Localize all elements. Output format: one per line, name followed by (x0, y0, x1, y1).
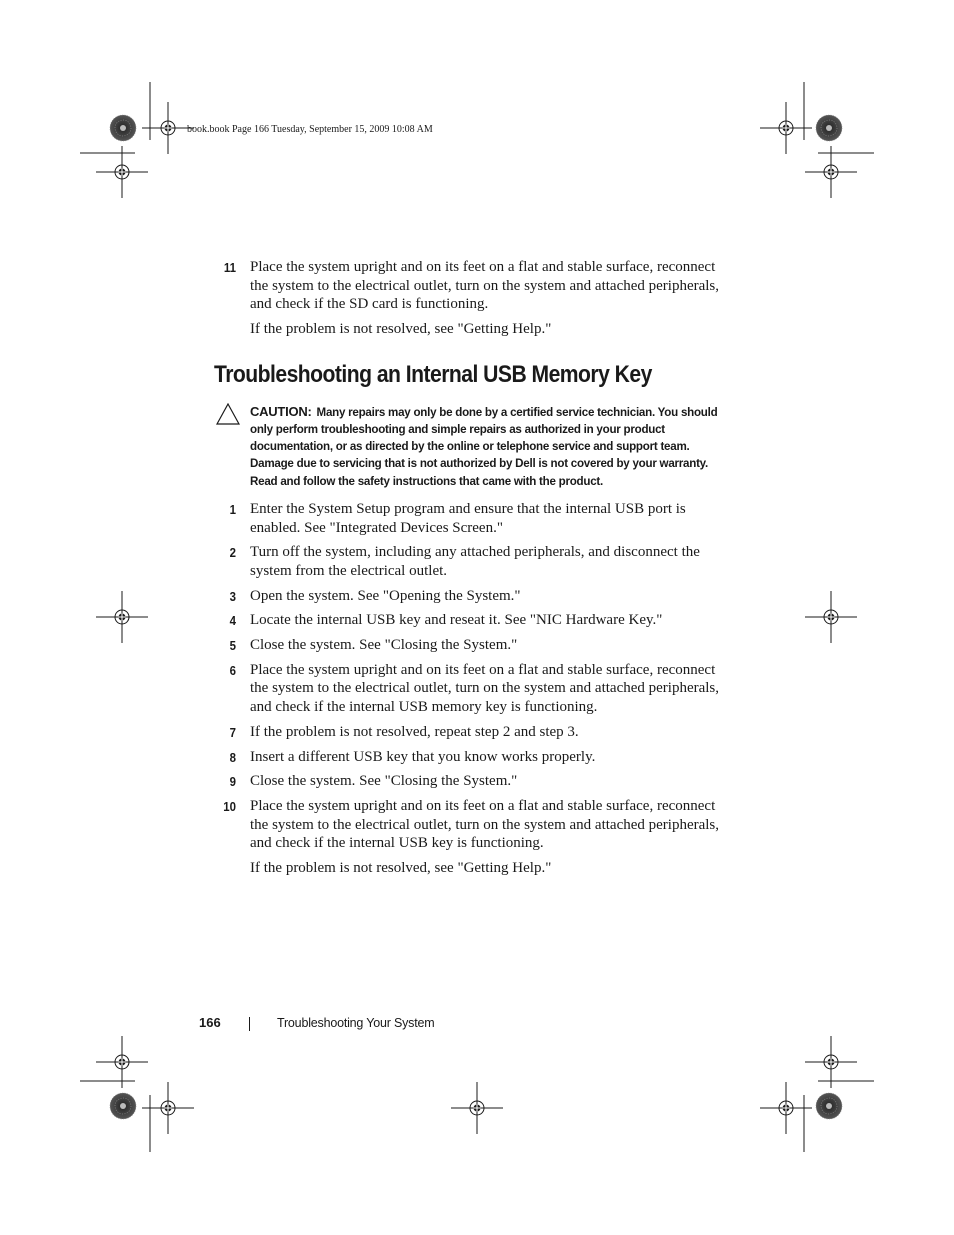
caution-block (210, 403, 730, 490)
step-number: 6 (229, 662, 236, 678)
step-text: Close the system. See "Closing the System." (250, 773, 518, 790)
list-item (210, 772, 730, 791)
step-number: 5 (229, 638, 236, 654)
chapter-title: Troubleshooting Your System (277, 1016, 435, 1030)
caution-triangle-icon (216, 403, 240, 430)
caution-text (250, 403, 730, 490)
caution-label: CAUTION: (250, 403, 312, 419)
step-number: 10 (223, 798, 236, 814)
list-item (210, 748, 730, 767)
step-number: 8 (229, 749, 236, 765)
list-item (210, 797, 730, 853)
step-number: 9 (229, 774, 236, 790)
step-text: Enter the System Setup program and ensure that the internal USB port is enabled. See "Integrated Devices Screen." (250, 500, 686, 536)
list-item (210, 258, 730, 314)
page-number: 166 (199, 1015, 221, 1030)
step-number: 11 (223, 260, 236, 275)
list-item (210, 661, 730, 717)
step-text: Place the system upright and on its feet on a flat and stable surface, reconnect the system to the electrical outlet, turn on the system and attached peripherals, and check if the internal USB key is functioning. (250, 797, 720, 852)
step-number: 2 (229, 545, 236, 561)
list-item (210, 611, 730, 630)
caution-body: Many repairs may only be done by a certified service technician. You should only perform troubleshooting and simple repairs as authorized in your product documentation, or as directed by the online or telephone service and support team. Damage due to servicing that is not authorized by Dell is not covered by your warranty. Read and follow the safety instructions that came with the product. (250, 405, 718, 488)
list-item (210, 500, 730, 537)
step-text: Close the system. See "Closing the System." (250, 637, 518, 654)
step-text: Open the system. See "Opening the System." (250, 587, 521, 604)
step-text: Place the system upright and on its feet on a flat and stable surface, reconnect the system to the electrical outlet, turn on the system and attached peripherals, and check if the SD card is functioning. (250, 259, 720, 313)
step-number: 1 (229, 501, 236, 517)
page-content (210, 258, 730, 878)
step-text: If the problem is not resolved, repeat step 2 and step 3. (250, 723, 579, 740)
step-number: 4 (229, 613, 236, 629)
step-text: Turn off the system, including any attached peripherals, and disconnect the system from the electrical outlet. (250, 544, 700, 579)
step-text: Locate the internal USB key and reseat it. See "NIC Hardware Key." (250, 612, 663, 629)
help-note: If the problem is not resolved, see "Getting Help." (250, 860, 552, 877)
step-text: Place the system upright and on its feet on a flat and stable surface, reconnect the system to the electrical outlet, turn on the system and attached peripherals, and check if the internal USB memory key is functioning. (250, 661, 720, 716)
step-text: Insert a different USB key that you know works properly. (250, 748, 596, 765)
step-number: 3 (229, 588, 236, 604)
help-note: If the problem is not resolved, see "Getting Help." (250, 321, 552, 338)
list-item (210, 723, 730, 742)
list-item (210, 543, 730, 580)
print-header: book.book Page 166 Tuesday, September 15, 2009 10:08 AM (187, 124, 433, 135)
list-item (210, 587, 730, 606)
list-item (210, 636, 730, 655)
section-title: Troubleshooting an Internal USB Memory Key (214, 360, 652, 388)
footer-divider (249, 1017, 250, 1031)
step-number: 7 (229, 724, 236, 740)
